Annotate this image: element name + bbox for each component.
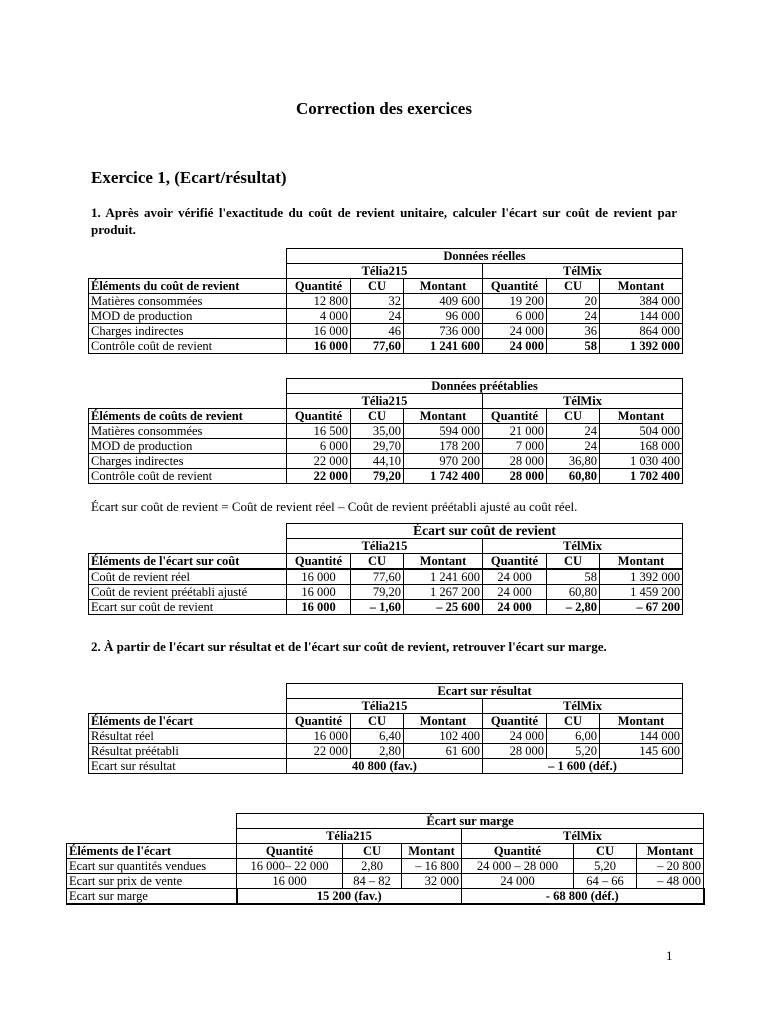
row-label: MOD de production xyxy=(89,309,287,324)
column-header: Montant xyxy=(404,409,483,424)
cell: 2,80 xyxy=(351,744,404,759)
column-header: Éléments de coûts de revient xyxy=(89,409,287,424)
cell: 36,80 xyxy=(547,454,600,469)
row-label: Charges indirectes xyxy=(89,324,287,339)
cell: 504 000 xyxy=(600,424,683,439)
column-header: CU xyxy=(351,409,404,424)
row-label: MOD de production xyxy=(89,439,287,454)
cell: 5,20 xyxy=(547,744,600,759)
product-header: TélMix xyxy=(462,829,704,844)
product-header: Télia215 xyxy=(287,394,483,409)
table-header-row xyxy=(89,554,683,570)
cell: 60,80 xyxy=(547,469,600,484)
table-caption: Données réelles xyxy=(287,249,683,264)
table-row xyxy=(89,585,683,600)
cell: 168 000 xyxy=(600,439,683,454)
table-row xyxy=(89,439,683,454)
column-header: CU xyxy=(547,409,600,424)
cell: 24 000 xyxy=(483,585,547,600)
cell: 7 000 xyxy=(483,439,547,454)
table-row xyxy=(89,309,683,324)
table-header-row xyxy=(89,409,683,424)
column-header: Montant xyxy=(637,844,704,859)
cell: – 25 600 xyxy=(404,600,483,615)
table-row xyxy=(89,324,683,339)
cell: 2,80 xyxy=(343,859,402,874)
product-header: Télia215 xyxy=(287,264,483,279)
column-header: Éléments de l'écart xyxy=(89,714,287,729)
cell: 19 200 xyxy=(483,294,547,309)
cell: 24 000 xyxy=(483,339,547,354)
cell: 22 000 xyxy=(287,744,351,759)
row-label: Ecart sur marge xyxy=(67,889,237,905)
cell: 28 000 xyxy=(483,454,547,469)
cell: 46 xyxy=(351,324,404,339)
product-header: Télia215 xyxy=(237,829,462,844)
table-header-row xyxy=(67,844,704,859)
row-label: Coût de revient préétabli ajusté xyxy=(89,585,287,600)
column-header: Quantité xyxy=(483,409,547,424)
table-row xyxy=(67,889,704,905)
cell: 1 392 000 xyxy=(600,569,683,585)
column-header: CU xyxy=(343,844,402,859)
cell: 16 000 xyxy=(287,569,351,585)
row-label: Ecart sur coût de revient xyxy=(89,600,287,615)
table-row xyxy=(89,759,683,774)
cell: 144 000 xyxy=(600,729,683,744)
column-header: Montant xyxy=(600,714,683,729)
cell: 29,70 xyxy=(351,439,404,454)
product-header: TélMix xyxy=(483,394,683,409)
total-cell: – 1 600 (déf.) xyxy=(483,759,683,774)
column-header: Montant xyxy=(600,279,683,294)
product-header: TélMix xyxy=(483,699,683,714)
cell: 58 xyxy=(547,339,600,354)
row-label: Contrôle coût de revient xyxy=(89,339,287,354)
page-number: 1 xyxy=(666,948,673,963)
cell: 64 – 66 xyxy=(574,874,637,889)
cell: 58 xyxy=(547,569,600,585)
cell: 79,20 xyxy=(351,585,404,600)
row-label: Résultat réel xyxy=(89,729,287,744)
cell: 24 xyxy=(547,309,600,324)
cell: 32 000 xyxy=(402,874,462,889)
cell: 16 000– 22 000 xyxy=(237,859,343,874)
cell: 1 267 200 xyxy=(404,585,483,600)
total-cell: 40 800 (fav.) xyxy=(287,759,483,774)
column-header: CU xyxy=(351,279,404,294)
table-row xyxy=(89,469,683,484)
table-row xyxy=(89,339,683,354)
table-ecart-cout-revient xyxy=(88,523,683,615)
column-header: Éléments du coût de revient xyxy=(89,279,287,294)
cell: 4 000 xyxy=(287,309,351,324)
cell: 36 xyxy=(547,324,600,339)
table-row xyxy=(89,569,683,585)
column-header: Montant xyxy=(404,554,483,570)
table-donnees-preetablies xyxy=(88,378,683,484)
cell: 35,00 xyxy=(351,424,404,439)
row-label: Ecart sur quantités vendues xyxy=(67,859,237,874)
cell: 12 800 xyxy=(287,294,351,309)
table-header-row xyxy=(89,714,683,729)
table-caption: Écart sur marge xyxy=(237,814,704,829)
column-header: Quantité xyxy=(287,554,351,570)
column-header: CU xyxy=(574,844,637,859)
cell: 77,60 xyxy=(351,339,404,354)
product-header: TélMix xyxy=(483,539,683,554)
table-row xyxy=(89,744,683,759)
cell: 32 xyxy=(351,294,404,309)
cell: 24 000 xyxy=(483,324,547,339)
row-label: Résultat préétabli xyxy=(89,744,287,759)
cell: 24 000 xyxy=(462,874,574,889)
cell: 16 000 xyxy=(287,324,351,339)
row-label: Coût de revient réel xyxy=(89,569,287,585)
cell: 24 xyxy=(547,439,600,454)
column-header: Montant xyxy=(600,554,683,570)
cell: 16 000 xyxy=(287,585,351,600)
table-row xyxy=(89,600,683,615)
cell: 77,60 xyxy=(351,569,404,585)
column-header: Montant xyxy=(404,714,483,729)
cell: 16 000 xyxy=(287,600,351,615)
table-row xyxy=(89,294,683,309)
cell: 20 xyxy=(547,294,600,309)
column-header: Quantité xyxy=(483,554,547,570)
cell: 24 000 xyxy=(483,569,547,585)
cell: 6,00 xyxy=(547,729,600,744)
column-header: Quantité xyxy=(483,714,547,729)
cell: 22 000 xyxy=(287,454,351,469)
cell: 22 000 xyxy=(287,469,351,484)
cell: 1 392 000 xyxy=(600,339,683,354)
table-caption: Données préétablies xyxy=(287,379,683,394)
cell: 1 030 400 xyxy=(600,454,683,469)
table-row xyxy=(89,424,683,439)
cell: 1 702 400 xyxy=(600,469,683,484)
cell: 24 000 – 28 000 xyxy=(462,859,574,874)
cell: 28 000 xyxy=(483,744,547,759)
cell: 79,20 xyxy=(351,469,404,484)
exercise-title: Exercice 1, (Ecart/résultat) xyxy=(91,168,287,187)
cell: 864 000 xyxy=(600,324,683,339)
column-header: Éléments de l'écart xyxy=(67,844,237,859)
row-label: Ecart sur résultat xyxy=(89,759,287,774)
column-header: Montant xyxy=(404,279,483,294)
cell: 736 000 xyxy=(404,324,483,339)
cell: 16 500 xyxy=(287,424,351,439)
column-header: Quantité xyxy=(287,714,351,729)
page-title: Correction des exercices xyxy=(296,99,472,118)
table-ecart-marge xyxy=(66,813,705,905)
cell: 6 000 xyxy=(287,439,351,454)
column-header: CU xyxy=(547,279,600,294)
table-row xyxy=(89,729,683,744)
row-label: Ecart sur prix de vente xyxy=(67,874,237,889)
column-header: Quantité xyxy=(237,844,343,859)
row-label: Contrôle coût de revient xyxy=(89,469,287,484)
cell: 1 459 200 xyxy=(600,585,683,600)
table-donnees-reelles xyxy=(88,248,683,354)
cell: 16 000 xyxy=(237,874,343,889)
column-header: CU xyxy=(351,714,404,729)
cell: 1 241 600 xyxy=(404,339,483,354)
product-header: Télia215 xyxy=(287,699,483,714)
column-header: Quantité xyxy=(462,844,574,859)
cell: – 67 200 xyxy=(600,600,683,615)
table-header-row xyxy=(89,279,683,294)
cell: 970 200 xyxy=(404,454,483,469)
cell: 24 xyxy=(351,309,404,324)
column-header: Quantité xyxy=(287,409,351,424)
cell: 84 – 82 xyxy=(343,874,402,889)
table-caption: Ecart sur résultat xyxy=(287,684,683,699)
cell: 409 600 xyxy=(404,294,483,309)
row-label: Matières consommées xyxy=(89,294,287,309)
cell: 44,10 xyxy=(351,454,404,469)
question-2: 2. À partir de l'écart sur résultat et de l'écart sur coût de revient, retrouver l'écart sur marge. xyxy=(91,639,607,654)
row-label: Matières consommées xyxy=(89,424,287,439)
cell: – 20 800 xyxy=(637,859,704,874)
product-header: TélMix xyxy=(483,264,683,279)
cell: 6 000 xyxy=(483,309,547,324)
cell: 16 000 xyxy=(287,729,351,744)
total-cell: - 68 800 (déf.) xyxy=(462,889,704,905)
formula-text: Écart sur coût de revient = Coût de revient réel – Coût de revient préétabli ajusté au coût réel. xyxy=(91,499,578,514)
row-label: Charges indirectes xyxy=(89,454,287,469)
cell: 178 200 xyxy=(404,439,483,454)
cell: 60,80 xyxy=(547,585,600,600)
column-header: CU xyxy=(547,714,600,729)
cell: 24 000 xyxy=(483,600,547,615)
column-header: Montant xyxy=(402,844,462,859)
cell: 96 000 xyxy=(404,309,483,324)
column-header: Quantité xyxy=(483,279,547,294)
cell: 28 000 xyxy=(483,469,547,484)
column-header: Montant xyxy=(600,409,683,424)
table-row xyxy=(67,874,704,889)
cell: – 2,80 xyxy=(547,600,600,615)
cell: 24 000 xyxy=(483,729,547,744)
cell: 145 600 xyxy=(600,744,683,759)
cell: 24 xyxy=(547,424,600,439)
table-caption: Écart sur coût de revient xyxy=(287,524,683,539)
column-header: CU xyxy=(547,554,600,570)
table-row xyxy=(89,454,683,469)
question-1: 1. Après avoir vérifié l'exactitude du coût de revient unitaire, calculer l'écart sur coût de revient par produit. xyxy=(91,205,677,237)
column-header: Éléments de l'écart sur coût xyxy=(89,554,287,570)
column-header: CU xyxy=(351,554,404,570)
cell: 1 241 600 xyxy=(404,569,483,585)
table-ecart-resultat xyxy=(88,683,683,774)
product-header: Télia215 xyxy=(287,539,483,554)
column-header: Quantité xyxy=(287,279,351,294)
cell: 102 400 xyxy=(404,729,483,744)
cell: 594 000 xyxy=(404,424,483,439)
cell: 384 000 xyxy=(600,294,683,309)
cell: 6,40 xyxy=(351,729,404,744)
table-row xyxy=(67,859,704,874)
cell: – 1,60 xyxy=(351,600,404,615)
total-cell: 15 200 (fav.) xyxy=(237,889,462,905)
cell: 61 600 xyxy=(404,744,483,759)
cell: 1 742 400 xyxy=(404,469,483,484)
cell: 5,20 xyxy=(574,859,637,874)
cell: – 48 000 xyxy=(637,874,704,889)
cell: 16 000 xyxy=(287,339,351,354)
cell: – 16 800 xyxy=(402,859,462,874)
cell: 144 000 xyxy=(600,309,683,324)
cell: 21 000 xyxy=(483,424,547,439)
